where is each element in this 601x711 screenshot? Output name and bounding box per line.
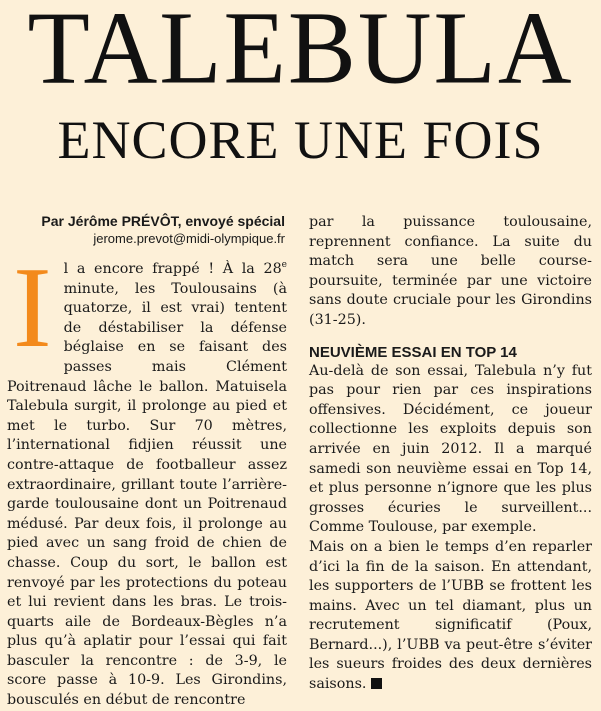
article-paragraph	[7, 244, 287, 711]
headline-subtitle: ENCORE UNE FOIS	[57, 110, 544, 170]
ordinal-suffix: e	[281, 260, 287, 271]
article-paragraph-continued: par la puissance toulousaine, reprennent confiance. La suite du match sera une belle course-poursuite, terminée par une victoire sans doute cruciale pour les Girondins (31-25).	[309, 214, 592, 328]
article-column-left	[7, 244, 287, 711]
byline	[41, 212, 285, 248]
drop-cap: I	[13, 244, 52, 372]
paragraph-text: l a encore frappé ! À la 28	[63, 261, 282, 277]
paragraph-text: Mais on a bien le temps d’en reparler d’ici la fin de la saison. En attendant, les supporters de l’UBB se frottent les mains. Avec un tel diamant, plus un recrutement significatif (Poux, Bernard...), l’UBB va peut-être s’éviter les sueurs froides des deux dernières saisons.	[309, 538, 592, 693]
headline-title: TALEBULA	[27, 0, 574, 107]
byline-author: Par Jérôme PRÉVÔT, envoyé spécial	[41, 213, 285, 229]
article-column-right	[309, 213, 592, 695]
byline-email[interactable]: jerome.prevot@midi-olympique.fr	[93, 231, 285, 246]
article-paragraph-final	[309, 538, 592, 695]
paragraph-text: minute, les Toulousains (à quatorze, il est vrai) tentent de déstabiliser la défense béglaise en se faisant des passes mais Clément Poitrenaud lâche le ballon. Matuisela Talebula surgit, il prolonge au pied et met le turbo. Sur 70 mètres, l’international fidjien réussit une contre-attaque de footballeur assez extraordinaire, grillant toute l’arrière-garde toulousaine dont un Poitrenaud médusé. Par deux fois, il prolonge au pied avec un sang froid de chien de chasse. Coup du sort, le ballon est renvoyé par les protections du poteau et lui revient dans les bras. Le trois-quarts aile de Bordeaux-Bègles n’a plus qu’à aplatir pour l’essai qui fait basculer la rencontre : de 3-9, le score passe à 10-9. Les Girondins, bousculés en début de rencontre	[7, 280, 287, 709]
article-paragraph: Au-delà de son essai, Talebula n’y fut pas pour rien par ces inspirations offensives. Décidément, ce joueur collectionne les exploits depuis son arrivée en juin 2012. Il a marqué samedi son neuvième essai en Top 14, et plus personne n’ignore que les plus grosses écuries le surveillent... Comme Toulouse, par exemple.	[309, 362, 592, 536]
section-heading: NEUVIÈME ESSAI EN TOP 14	[309, 343, 517, 361]
end-of-article-square-icon	[371, 678, 382, 689]
